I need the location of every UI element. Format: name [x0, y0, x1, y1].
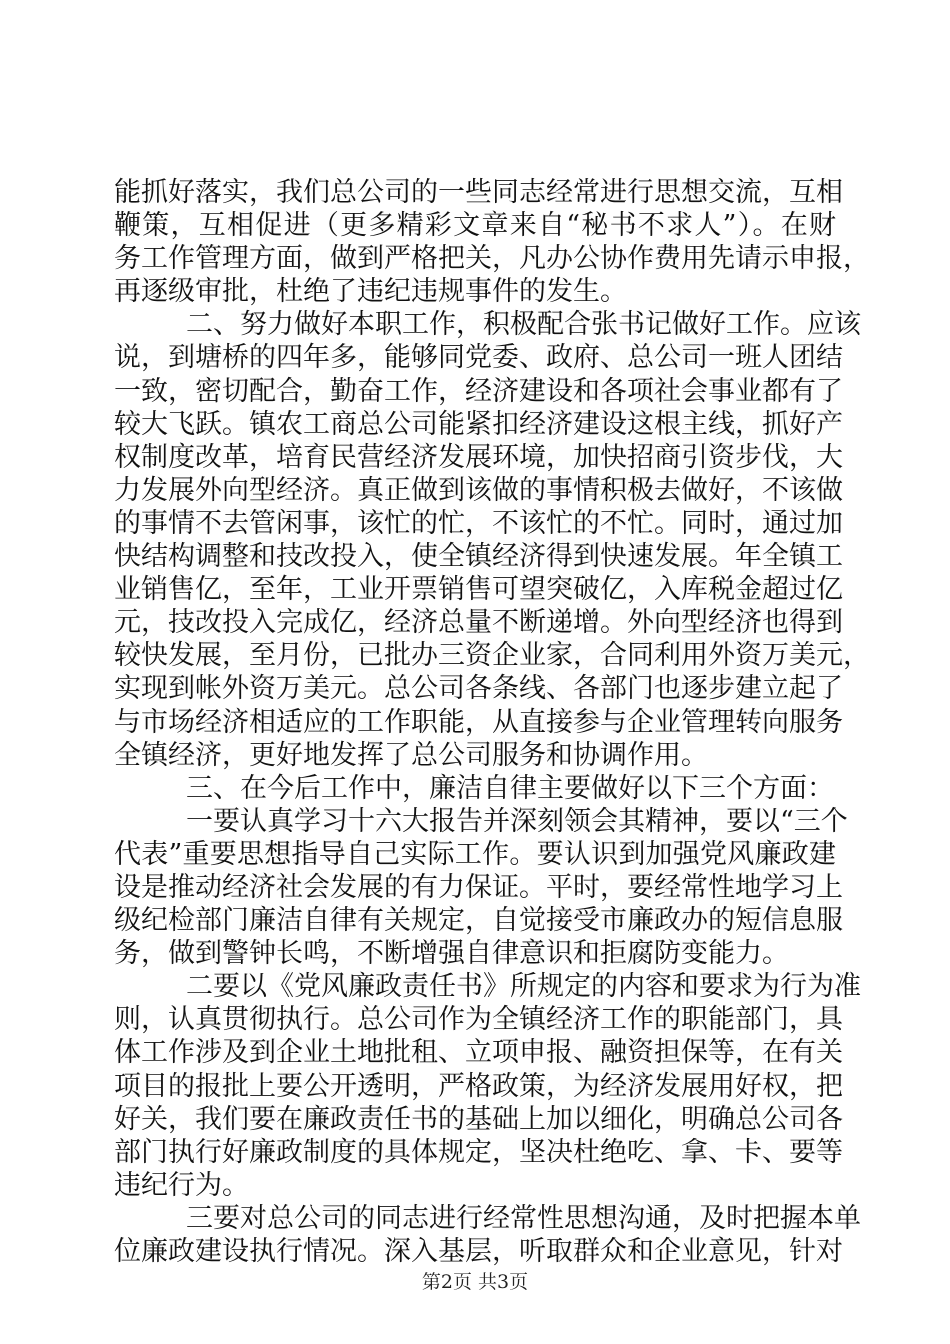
text-line: 全镇经济，更好地发挥了总公司服务和协调作用。: [114, 739, 708, 771]
text-line: 权制度改革，培育民营经济发展环境，加快招商引资步伐，大: [114, 441, 843, 473]
text-line: 位廉政建设执行情况。深入基层，听取群众和企业意见，针对: [114, 1236, 843, 1267]
text-line: 实现到帐外资万美元。总公司各条线、各部门也逐步建立起了: [114, 673, 843, 705]
text-line: 业销售亿，至年，工业开票销售可望突破亿，入库税金超过亿: [114, 574, 843, 606]
text-line: 一致，密切配合，勤奋工作，经济建设和各项社会事业都有了: [114, 375, 843, 407]
text-line: 与市场经济相适应的工作职能，从直接参与企业管理转向服务: [114, 706, 843, 738]
text-line: 较快发展，至月份，已批办三资企业家，合同利用外资万美元，: [114, 640, 870, 672]
text-line: 违纪行为。: [114, 1169, 249, 1201]
text-line: 设是推动经济社会发展的有力保证。平时，要经常性地学习上: [114, 871, 843, 903]
text-line: 部门执行好廉政制度的具体规定，坚决杜绝吃、拿、卡、要等: [114, 1136, 843, 1168]
text-line: 力发展外向型经济。真正做到该做的事情积极去做好，不该做: [114, 474, 843, 506]
text-line: 三要对总公司的同志进行经常性思想沟通，及时把握本单: [186, 1202, 861, 1234]
text-line: 再逐级审批，杜绝了违纪违规事件的发生。: [114, 276, 627, 308]
page-number-footer: 第2页 共3页: [421, 1271, 529, 1293]
text-line: 说，到塘桥的四年多，能够同党委、政府、总公司一班人团结: [114, 342, 843, 374]
text-line: 鞭策，互相促进（更多精彩文章来自“秘书不求人”）。在财: [114, 210, 836, 242]
paragraph-5: [114, 970, 861, 1202]
text-line: 代表”重要思想指导自己实际工作。要认识到加强党风廉政建: [114, 838, 836, 870]
text-line: 务，做到警钟长鸣，不断增强自律意识和拒腐防变能力。: [114, 938, 789, 970]
document-body: [114, 176, 870, 1268]
text-line: 元，技改投入完成亿，经济总量不断递增。外向型经济也得到: [114, 607, 843, 639]
paragraph-2: [114, 308, 870, 771]
section-heading: 三、在今后工作中，廉洁自律主要做好以下三个方面：: [186, 772, 834, 804]
paragraph-1: [114, 176, 870, 308]
text-line: 一要认真学习十六大报告并深刻领会其精神，要以“三个: [186, 805, 848, 837]
paragraph-3: [114, 772, 836, 805]
paragraph-6: [114, 1202, 861, 1268]
text-line: 项目的报批上要公开透明，严格政策，为经济发展用好权，把: [114, 1070, 843, 1102]
text-line: 体工作涉及到企业土地批租、立项申报、融资担保等，在有关: [114, 1037, 843, 1069]
text-line: 二、努力做好本职工作，积极配合张书记做好工作。应该: [186, 309, 861, 341]
text-line: 的事情不去管闲事，该忙的忙，不该忙的不忙。同时，通过加: [114, 507, 843, 539]
text-line: 好关，我们要在廉政责任书的基础上加以细化，明确总公司各: [114, 1103, 843, 1135]
text-line: 较大飞跃。镇农工商总公司能紧扣经济建设这根主线，抓好产: [114, 408, 843, 440]
text-line: 能抓好落实，我们总公司的一些同志经常进行思想交流，互相: [114, 177, 843, 208]
paragraph-4: [114, 805, 848, 970]
text-line: 快结构调整和技改投入，使全镇经济得到快速发展。年全镇工: [114, 541, 843, 573]
text-line: 则，认真贯彻执行。总公司作为全镇经济工作的职能部门，具: [114, 1004, 843, 1036]
text-line: 务工作管理方面，做到严格把关，凡办公协作费用先请示申报，: [114, 243, 870, 275]
text-line: 级纪检部门廉洁自律有关规定，自觉接受市廉政办的短信息服: [114, 905, 843, 937]
text-line: 二要以《党风廉政责任书》所规定的内容和要求为行为准: [186, 971, 861, 1003]
